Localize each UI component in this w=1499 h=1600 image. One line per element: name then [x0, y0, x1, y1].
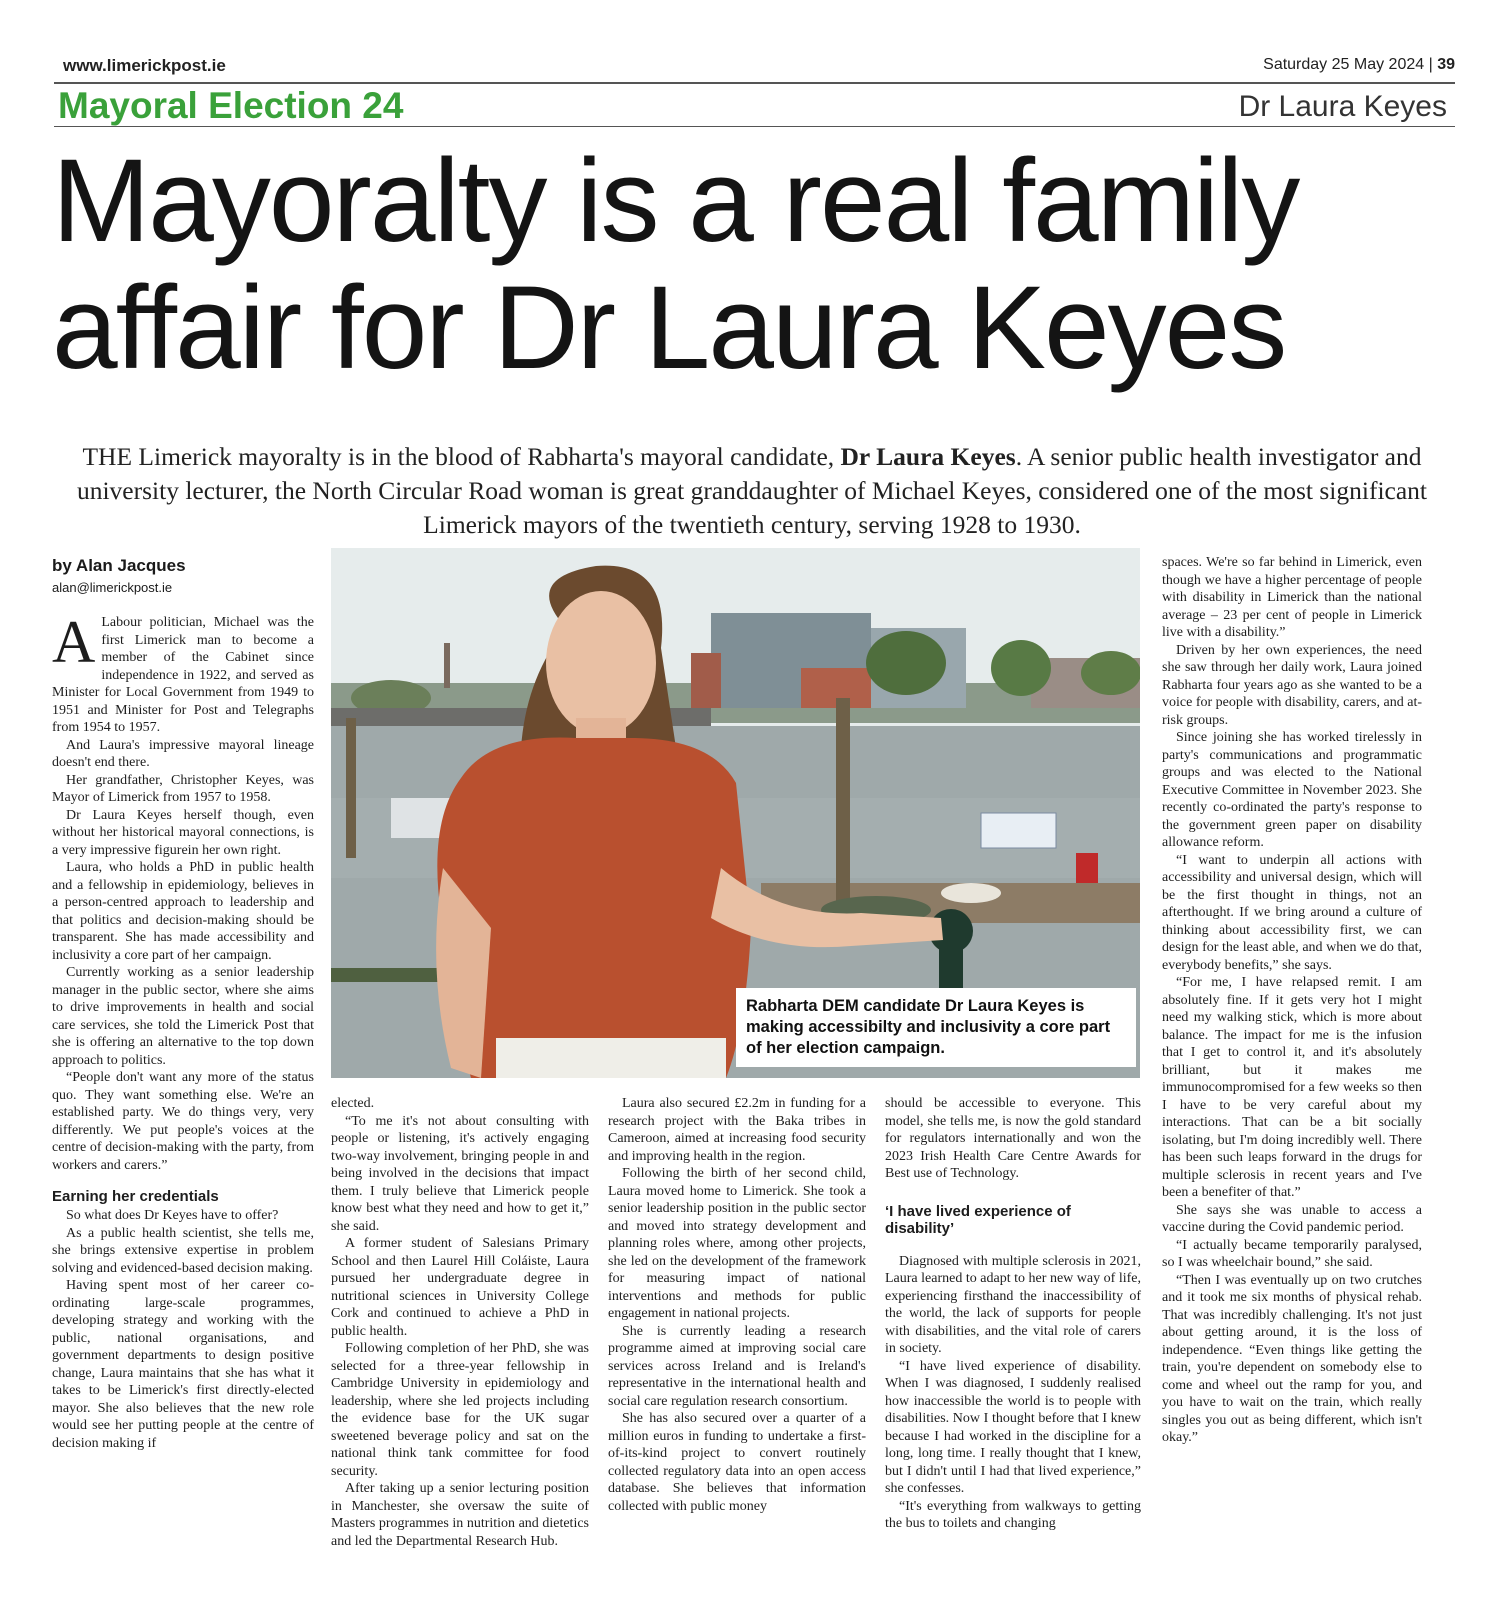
- headline-line-1: Mayoralty is a real family: [52, 135, 1299, 267]
- section-title: Mayoral Election 24: [58, 85, 404, 126]
- paragraph: “People don't want any more of the status quo. They want something else. We're an established party. We do things very, very differently. We put people's voices at the centre of decision-making with the party, from workers and carers.”: [52, 1070, 314, 1173]
- paragraph: She says she was unable to access a vaccine during the Covid pandemic period.: [1162, 1202, 1422, 1235]
- paragraph: A former student of Salesians Primary School and then Laurel Hill Coláiste, Laura pursued her undergraduate degree in nutritional sciences in University College Cork and continued to achieve a PhD in public health.: [331, 1236, 589, 1339]
- article-column-2: [331, 1095, 589, 1550]
- paragraph: Laura also secured £2.2m in funding for a research project with the Baka tribes in Cameroon, aimed at increasing food security and improving health in the region.: [608, 1096, 866, 1164]
- byline: by Alan Jacques: [52, 556, 186, 575]
- paragraph: Dr Laura Keyes herself though, even without her historical mayoral connections, is a very impressive figurein her own right.: [52, 807, 314, 858]
- headline-line-2: affair for Dr Laura Keyes: [52, 262, 1286, 395]
- paragraph: elected.: [331, 1096, 375, 1111]
- paragraph: So what does Dr Keyes have to offer?: [66, 1208, 279, 1223]
- paragraph: Since joining she has worked tirelessly in party's communications and programmatic groups and was elected to the National Executive Committee in November 2023. She recently co-ordinated the party's response to the government green paper on disability allowance reform.: [1162, 730, 1422, 850]
- article-column-1: [52, 609, 314, 1452]
- header-rule: [54, 82, 1455, 84]
- drop-cap: A: [52, 609, 96, 675]
- paragraph: Diagnosed with multiple sclerosis in 2021, Laura learned to adapt to her new way of life, experiencing firsthand the inaccessibility of the world, the lack of supports for people with disabilities, and the vital role of carers in society.: [885, 1253, 1141, 1356]
- standfirst: THE Limerick mayoralty is in the blood of Rabharta's mayoral candidate, Dr Laura Keyes. A senior public health investigator and university lecturer, the North Circular Road woman is great granddaughter of Michael Keyes, considered one of the most significant Limerick mayors of the twentieth century, serving 1928 to 1930.: [76, 442, 1428, 539]
- paragraph: A Labour politician, Michael was the first Limerick man to become a member of the Cabinet since independence in 1922, and served as Minister for Local Government from 1949 to 1951 and Minister for Post and Telegraphs from 1954 to 1957.: [52, 609, 314, 735]
- paragraph: spaces. We're so far behind in Limerick, even though we have a higher percentage of people with disability in Limerick than the national average – 23 per cent of people in Limerick live with a disability.”: [1162, 555, 1422, 640]
- paragraph: “I want to underpin all actions with accessibility and universal design, which will be the first thought in things, not an afterthought. If we bring around a culture of thinking about accessibility first, we can design for the least able, and when we do that, everybody benefits,” she says.: [1162, 852, 1422, 973]
- paragraph: Laura, who holds a PhD in public health and a fellowship in epidemiology, believes in a person-centred approach to leadership and that politics and decision-making should be transparent. She has made accessibility and inclusivity a core part of her campaign.: [52, 860, 314, 963]
- article-column-4: [885, 1095, 1141, 1533]
- article-column-5: [1162, 554, 1422, 1447]
- paragraph: As a public health scientist, she tells me, she brings extensive expertise in problem solving and evidenced-based decision making.: [52, 1225, 314, 1276]
- standfirst-name: Dr Laura Keyes: [840, 442, 1016, 471]
- paragraph: And Laura's impressive mayoral lineage doesn't end there.: [52, 737, 314, 770]
- subheading: ‘I have lived experience of disability’: [885, 1202, 1071, 1237]
- photo-caption: Rabharta DEM candidate Dr Laura Keyes is making accessibilty and inclusivity a core part of her election campaign.: [736, 988, 1136, 1067]
- paragraph: Having spent most of her career co-ordinating large-scale programmes, developing strategy and working with the public, national organisations, and government departments to design positive change, Laura maintains that she has what it takes to be Limerick's first directly-elected mayor. She also believes that the new role would see her putting people at the centre of decision making if: [52, 1278, 314, 1451]
- paragraph: She is currently leading a research programme aimed at improving social care services across Ireland and is Ireland's representative in the international health and social care regulation research consortium.: [608, 1323, 866, 1409]
- paragraph: “For me, I have relapsed remit. I am absolutely fine. If it gets very hot I might need my walking stick, which is more about balance. The impact for me is the infusion that I get to control it, and it's absolutely brilliant, but it makes me immunocompromised for a few weeks so then I have to be very careful about my interactions. That can be a bit socially isolating, but I'm doing incredibly well. There has been such leaps forward in the drugs for multiple sclerosis in recent years and I've been a benefiter of that.”: [1162, 975, 1422, 1200]
- issue-date: Saturday 25 May 2024 | 39: [1263, 56, 1455, 73]
- paragraph: should be accessible to everyone. This model, she tells me, is now the gold standard for regulators internationally and won the 2023 Irish Health Care Centre Awards for Best use of Technology.: [885, 1096, 1141, 1181]
- paragraph: “I actually became temporarily paralysed, so I was wheelchair bound,” she said.: [1162, 1237, 1422, 1270]
- candidate-label: Dr Laura Keyes: [1238, 90, 1447, 123]
- article-column-3: [608, 1095, 866, 1515]
- paragraph: Her grandfather, Christopher Keyes, was Mayor of Limerick from 1957 to 1958.: [52, 772, 314, 805]
- headline: [52, 135, 1472, 395]
- paragraph: She has also secured over a quarter of a million euros in funding to undertake a first-of-its-kind project to convert routinely collected regulatory data into an open access database. She believes that information collected with public money: [608, 1411, 866, 1514]
- section-rule: [54, 126, 1455, 127]
- date-text: Saturday 25 May 2024: [1263, 56, 1425, 73]
- subheading: Earning her credentials: [52, 1188, 219, 1205]
- paragraph: “I have lived experience of disability. When I was diagnosed, I suddenly realised how inaccessible the world is to people with disabilities. Now I thought before that I knew because I had worked in the discipline for a long, long time. I really thought that I knew, but I didn't until I had that lived experience,” she confesses.: [885, 1358, 1141, 1496]
- paragraph: Following the birth of her second child, Laura moved home to Limerick. She took a senior leadership position in the public sector and moved into strategy development and planning roles where, among other projects, she led on the development of the framework for measuring impact of national interventions and methods for public engagement in national projects.: [608, 1166, 866, 1321]
- page-number: 39: [1437, 56, 1455, 73]
- paragraph: “To me it's not about consulting with people or listening, it's actively engaging two-way involvement, bringing people in and being involved in the decisions that impact them. I truly believe that Limerick people know best what they need and how to get it,” she said.: [331, 1113, 589, 1234]
- paragraph: “It's everything from walkways to getting the bus to toilets and changing: [885, 1498, 1141, 1531]
- paragraph: Driven by her own experiences, the need she saw through her daily work, Laura joined Rabharta four years ago as she wanted to be a voice for people with disability, carers, and at-risk groups.: [1162, 642, 1422, 728]
- paragraph: After taking up a senior lecturing position in Manchester, she oversaw the suite of Masters programmes in nutrition and dietetics and led the Departmental Research Hub.: [331, 1481, 589, 1549]
- paragraph: “Then I was eventually up on two crutches and it took me six months of physical rehab. That was incredibly challenging. It's not just about getting around, it is the loss of independence. “Even things like getting the train, you're dependent on somebody else to come and wheel out the ramp for you, and you have to wait on the train, which really singles you out as being different, which isn't okay.”: [1162, 1272, 1422, 1445]
- paragraph: Currently working as a senior leadership manager in the public sector, where she aims to drive improvements in health and social care services, she told the Limerick Post that she is offering an alternative to the top down approach to politics.: [52, 965, 314, 1068]
- author-email[interactable]: alan@limerickpost.ie: [52, 580, 173, 595]
- website-url: www.limerickpost.ie: [63, 56, 226, 75]
- paragraph: Following completion of her PhD, she was selected for a three-year fellowship in Cambridge University in epidemiology and leadership, where she led projects including the evidence base for the UK sugar sweetened beverage policy and sat on the national think tank committee for food security.: [331, 1341, 589, 1479]
